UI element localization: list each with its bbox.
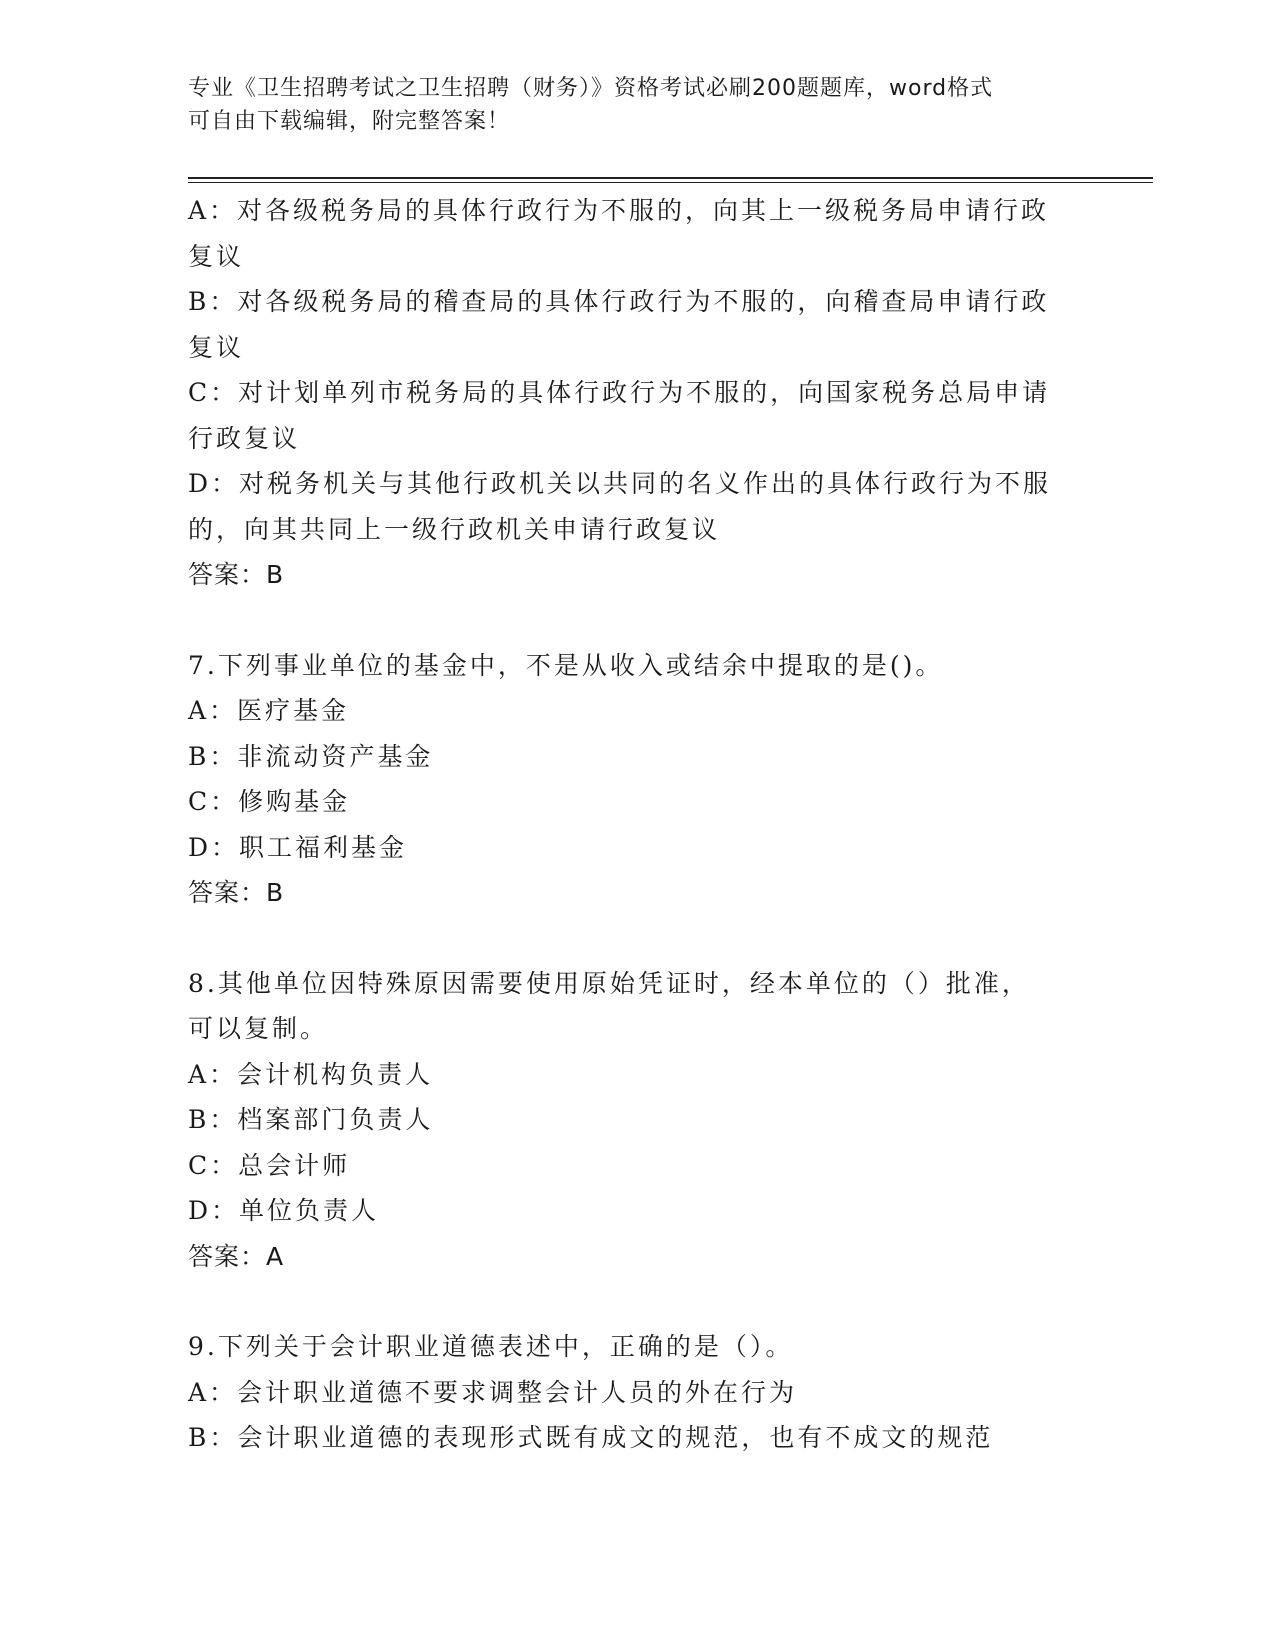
q8-option-b: B：档案部门负责人 xyxy=(188,1105,434,1134)
q6-option-c-line2: 行政复议 xyxy=(188,423,301,453)
question-7 xyxy=(188,643,1088,916)
q8-answer: 答案：A xyxy=(188,1241,285,1271)
q7-option-d: D：职工福利基金 xyxy=(188,832,408,862)
header-divider-thick xyxy=(188,177,1153,179)
q6-option-a-line1: A：对各级税务局的具体行政行为不服的，向其上一级税务局申请行政 xyxy=(188,196,1050,225)
header-title-line2: 可自由下载编辑，附完整答案！ xyxy=(188,109,511,134)
q8-stem-line1: 8.其他单位因特殊原因需要使用原始凭证时，经本单位的（）批准， xyxy=(188,968,1030,998)
spacer xyxy=(188,598,1088,643)
question-9 xyxy=(188,1324,1088,1461)
q8-option-d: D：单位负责人 xyxy=(188,1196,380,1225)
q7-answer: 答案：B xyxy=(188,878,285,907)
q8-stem-line2: 可以复制。 xyxy=(188,1014,329,1043)
spacer xyxy=(188,1279,1088,1324)
q7-option-b: B：非流动资产基金 xyxy=(188,741,434,771)
q7-stem: 7.下列事业单位的基金中，不是从收入或结余中提取的是()。 xyxy=(188,650,944,680)
document-header xyxy=(188,72,1068,138)
spacer xyxy=(188,916,1088,961)
q9-stem: 9.下列关于会计职业道德表述中，正确的是（）。 xyxy=(188,1332,794,1361)
q9-option-b: B：会计职业道德的表现形式既有成文的规范，也有不成文的规范 xyxy=(188,1423,994,1452)
q8-option-a: A：会计机构负责人 xyxy=(188,1059,434,1089)
q6-option-d-line1: D：对税务机关与其他行政机关以共同的名义作出的具体行政行为不服 xyxy=(188,469,1052,498)
q6-answer: 答案：B xyxy=(188,560,285,589)
q6-option-c-line1: C：对计划单列市税务局的具体行政行为不服的，向国家税务总局申请 xyxy=(188,378,1051,407)
q8-option-c: C：总会计师 xyxy=(188,1150,351,1180)
question-6 xyxy=(188,188,1088,598)
header-title-line1: 专业《卫生招聘考试之卫生招聘（财务）》资格考试必刷200题题库，word格式 xyxy=(188,76,994,101)
q7-option-a: A：医疗基金 xyxy=(188,696,350,725)
q6-option-d-line2: 的，向其共同上一级行政机关申请行政复议 xyxy=(188,514,721,544)
header-divider-thin xyxy=(188,182,1153,183)
q9-option-a: A：会计职业道德不要求调整会计人员的外在行为 xyxy=(188,1377,798,1407)
question-8 xyxy=(188,961,1088,1280)
q6-option-b-line1: B：对各级税务局的稽查局的具体行政行为不服的，向稽查局申请行政 xyxy=(188,287,1050,316)
q6-option-b-line2: 复议 xyxy=(188,332,245,362)
q7-option-c: C：修购基金 xyxy=(188,787,351,816)
document-body xyxy=(188,188,1088,1461)
q6-option-a-line2: 复议 xyxy=(188,241,245,271)
